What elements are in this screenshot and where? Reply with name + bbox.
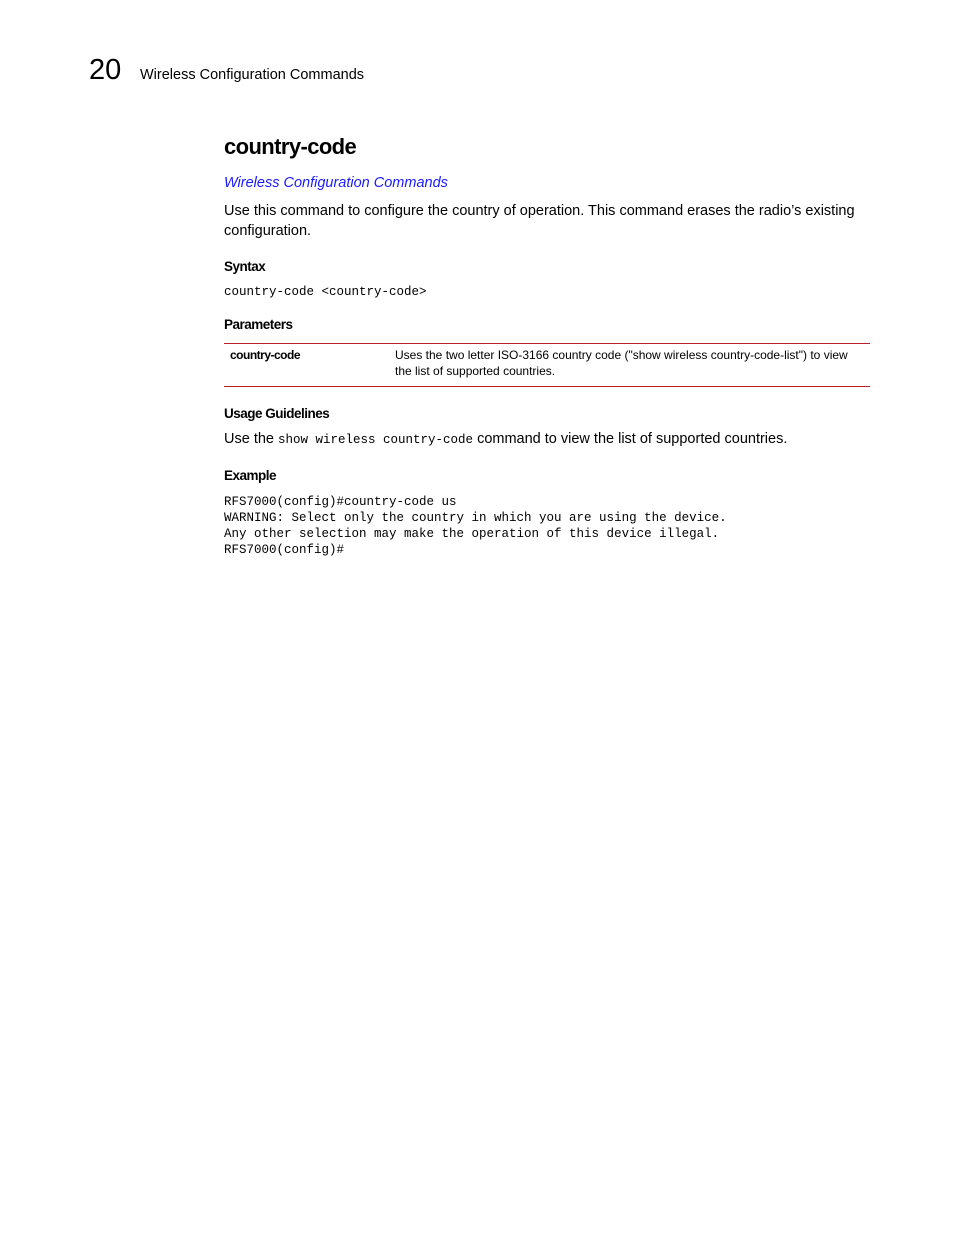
usage-prefix: Use the — [224, 431, 278, 448]
example-line: Any other selection may make the operation of this device illegal. — [224, 527, 720, 542]
chapter-link[interactable]: Wireless Configuration Commands — [224, 175, 448, 191]
example-line: RFS7000(config)# — [224, 543, 345, 558]
parameters-table — [224, 343, 870, 387]
main-content — [224, 130, 870, 559]
example-line: RFS7000(config)#country-code us — [224, 494, 457, 509]
syntax-command: country-code <country-code> — [224, 285, 427, 299]
chapter-number: 20 — [89, 54, 122, 86]
table-row — [224, 344, 870, 387]
parameter-description: Uses the two letter ISO-3166 country code ("show wireless country-code-list") to view the list of supported countries. — [395, 348, 848, 379]
example-line: WARNING: Select only the country in which you are using the device. — [224, 510, 727, 525]
usage-paragraph — [224, 430, 870, 451]
intro-paragraph: Use this command to configure the country of operation. This command erases the radio’s existing configuration. — [224, 203, 855, 239]
usage-heading: Usage Guidelines — [224, 406, 330, 422]
parameter-name: country-code — [230, 348, 301, 363]
example-code-block — [224, 494, 870, 559]
page-title: country-code — [224, 134, 357, 159]
usage-command: show wireless country-code — [278, 433, 474, 448]
usage-suffix: command to view the list of supported countries. — [473, 431, 788, 448]
example-heading: Example — [224, 467, 277, 483]
parameters-heading: Parameters — [224, 317, 293, 333]
syntax-heading: Syntax — [224, 259, 266, 274]
chapter-title: Wireless Configuration Commands — [140, 67, 365, 83]
